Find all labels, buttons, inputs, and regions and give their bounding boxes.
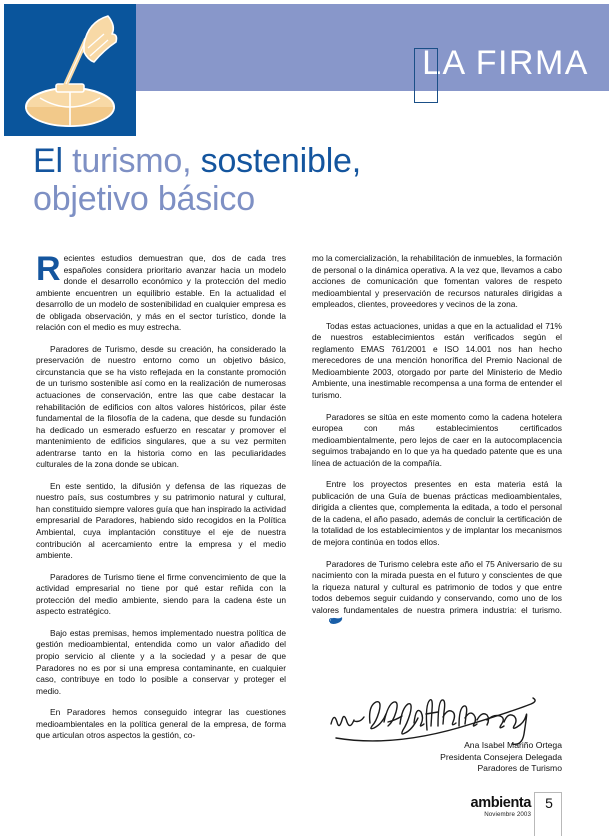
signature-details <box>322 740 562 775</box>
paragraph: Paradores de Turismo tiene el firme convencimiento de que la actividad empresarial no tiene por qué estar reñida con la protección del medio ambiente, siendo para la cadena éste un aspecto estratégico. <box>36 571 286 617</box>
paragraph: Paradores se sitúa en este momento como la cadena hotelera europea con más establecimientos certificados medioambientalmente, pero lejos de caer en la autocomplacencia seguimos trabajando en lo que ya ha quedado patente que es una línea de actuación de la compañía. <box>312 411 562 468</box>
drop-cap: R <box>36 250 61 288</box>
section-title: LA FIRMA <box>422 44 589 82</box>
paragraph: mo la comercialización, la rehabilitación de inmuebles, la formación de personal o la dinámica operativa. A la vez que, llevamos a cabo acciones de comunicación que fomentan valores de respeto medioambiental y preservación de recursos naturales dirigidas a empleados, clientes, proveedores y vecinos de la zona. <box>312 253 562 310</box>
signer-organization: Paradores de Turismo <box>477 763 562 773</box>
publication-brand <box>455 796 531 819</box>
page-header <box>0 0 609 136</box>
page-footer <box>0 790 609 836</box>
quill-pen-inkstand-icon <box>4 4 136 136</box>
brand-name: ambienta <box>470 795 531 811</box>
publication-logo <box>4 4 136 136</box>
selection-marker-box <box>414 48 438 103</box>
paragraph: Todas estas actuaciones, unidas a que en la actualidad el 71% de nuestros establecimientos están verificados según el reglamento EMAS 761/2001 e ISO 14.001 nos han hecho merecedores de una mención honorífica del Premio Nacional de Medioambiente 2003, otorgado por parte del Ministerio de Medio Ambiente, una inestimable recompensa a una forma de entender el turismo. <box>312 320 563 401</box>
paragraph: Paradores de Turismo, desde su creación, ha considerado la preservación de nuestro entorno como un objetivo básico, circunstancia que se ha visto reflejada en la constante promoción de un turismo sostenible así como en la realización de numerosas actuaciones de conservación, entre las que cabe destacar la rehabilitación de edificios con altos valores históricos, pilar éste fundamental de la filosofía de la cadena, que desde su fundación ha dedicado un esmerado esfuerzo en rescatar y promover el mantenimiento de edificios singulares, que a su vez permiten adentrarse tanto en la historia como en las peculiaridades culturales de la zona donde se ubican. <box>36 343 286 470</box>
headline-part-el: El <box>33 142 73 180</box>
page-number: 5 <box>545 795 553 811</box>
paragraph-text: ecientes estudios demuestran que, dos de cada tres españoles considera prioritario avanzar hacia un modelo donde el desarrollo económico y la protección del medio ambiente encuentren un equilibrio estable. En la actualidad el desarrollo de un modelo de sostenibilidad en cualquier empresa es de obligada observación, y más en el sector turístico, donde la relación con el medio es muy estrecha. <box>36 253 286 333</box>
headline-part-sostenible: sostenible, <box>200 142 362 180</box>
paragraph <box>36 250 286 334</box>
headline-part-turismo: turismo <box>72 142 183 180</box>
page-title <box>33 142 593 218</box>
headline-part-comma: , <box>182 142 201 180</box>
paragraph <box>312 559 562 628</box>
issue-date: Noviembre 2003 <box>484 811 531 818</box>
paragraph: Entre los proyectos presentes en esta materia está la publicación de una Guía de buenas prácticas medioambientales, dirigida a clientes que, complementa la editada, a todo el personal de la cadena, el año pasado, además de concluir la certificación de la totalidad de los establecimientos y de implantar los mecanismos de mejora continúa en todos ellos. <box>312 479 562 548</box>
headline-line-2: objetivo básico <box>33 180 255 218</box>
signer-name: Ana Isabel Mariño Ortega <box>464 740 562 750</box>
column-right <box>312 253 562 638</box>
leaf-endmark-icon <box>315 616 330 625</box>
paragraph: En Paradores hemos conseguido integrar las cuestiones medioambientales en la política general de la empresa, de forma que articulan otros aspectos la gestión, co- <box>36 707 286 741</box>
paragraph: Bajo estas premisas, hemos implementado nuestra política de gestión medioambiental, entendida como un valor añadido del propio servicio al cliente y a la sociedad y a pesar de que Paradores no es por si una empresa contaminante, en cualquier caso, contribuye en todo lo posible a conservar y proteger el medio. <box>36 627 286 696</box>
page-number-box <box>534 792 562 836</box>
signature-block <box>312 690 562 800</box>
paragraph: En este sentido, la difusión y defensa de las riquezas de nuestro país, sus costumbres y su patrimonio natural y cultural, han constituido siempre valores guía que han inspirado la actividad empresarial de Paradores, habiendo sido recogidos en la Política Ambiental, cuya implantación constituye el eje de nuestra contribución al acercamiento entre la empresa y el medio ambiente. <box>36 480 286 561</box>
column-left <box>36 250 286 752</box>
paragraph-text: Paradores de Turismo celebra este año el 75 Aniversario de su nacimiento con la mirada puesta en el futuro y conscientes de que la riqueza natural y cultural es patrimonio de todos y que entre todos debemos seguir cuidando y conservando, como uno de los valores fundamentales de nuestra primera industria: el turismo. <box>312 558 562 615</box>
signer-role: Presidenta Consejera Delegada <box>440 751 562 762</box>
